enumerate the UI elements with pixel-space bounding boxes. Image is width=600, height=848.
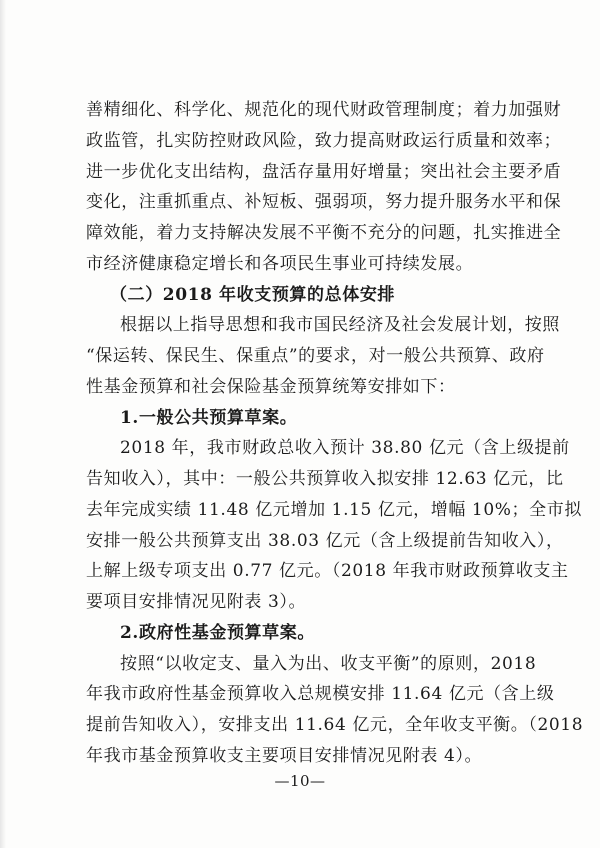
section-heading: （二）2018 年收支预算的总体安排 [110, 285, 396, 305]
paragraph-line-14: 去年完成实绩 11.48 亿元增加 1.15 亿元，增幅 10%；全市拟 [86, 500, 582, 520]
page-number: —10— [274, 772, 326, 790]
paragraph-line-13: 告知收入），其中：一般公共预算收入拟安排 12.63 亿元，比 [86, 469, 564, 489]
paragraph-line-4: 变化，注重抓重点、补短板、强弱项，努力提升服务水平和保 [86, 192, 562, 212]
subheading-fund-budget: 2.政府性基金预算草案。 [120, 623, 315, 643]
paragraph-line-15: 安排一般公共预算支出 38.03 亿元（含上级提前告知收入）， [86, 531, 564, 551]
subheading-general-budget: 1.一般公共预算草案。 [120, 408, 298, 428]
paragraph-line-9: “保运转、保民生、保重点”的要求，对一般公共预算、政府 [86, 346, 545, 366]
paragraph-line-6: 市经济健康稳定增长和各项民生事业可持续发展。 [86, 254, 474, 274]
paragraph-line-22: 年我市基金预算收支主要项目安排情况见附表 4）。 [86, 746, 483, 766]
paragraph-line-16: 上解上级专项支出 0.77 亿元。（2018 年我市财政预算收支主 [86, 561, 569, 581]
paragraph-line-17: 要项目安排情况见附表 3）。 [86, 592, 307, 612]
paragraph-line-21: 提前告知收入），安排支出 11.64 亿元，全年收支平衡。（2018 [86, 715, 584, 735]
paragraph-line-5: 障效能，着力支持解决发展不平衡不充分的问题，扎实推进全 [86, 223, 562, 243]
paragraph-line-10: 性基金预算和社会保险基金预算统筹安排如下： [86, 377, 456, 397]
paragraph-line-2: 政监管，扎实防控财政风险，致力提高财政运行质量和效率； [86, 131, 562, 151]
paragraph-line-12: 2018 年，我市财政总收入预计 38.80 亿元（含上级提前 [120, 438, 570, 458]
paragraph-line-20: 年我市政府性基金预算收入总规模安排 11.64 亿元（含上级 [86, 684, 555, 704]
paragraph-line-8: 根据以上指导思想和我市国民经济及社会发展计划，按照 [120, 315, 560, 335]
paragraph-line-19: 按照“以收定支、量入为出、收支平衡”的原则，2018 [120, 654, 537, 674]
paragraph-line-1: 善精细化、科学化、规范化的现代财政管理制度；着力加强财 [86, 100, 562, 120]
paragraph-line-3: 进一步优化支出结构，盘活存量用好增量；突出社会主要矛盾 [86, 162, 562, 182]
